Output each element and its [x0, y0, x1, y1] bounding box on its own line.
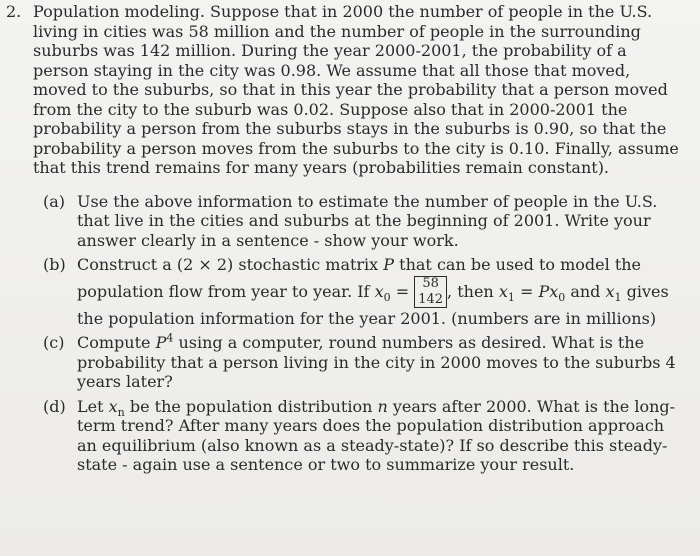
- problem-title: Population modeling.: [33, 2, 205, 21]
- n-symbol: n: [377, 396, 388, 416]
- part-b-text-4: and: [570, 281, 601, 301]
- matrix-symbol: P: [155, 333, 167, 352]
- equals-sign: =: [395, 281, 410, 301]
- x0-subscript: 0: [383, 290, 391, 304]
- part-c-text-1: Compute: [77, 333, 151, 352]
- part-label: (a): [43, 191, 66, 211]
- xn-symbol: x: [108, 396, 118, 416]
- part-a: [33, 192, 686, 251]
- problem-2: [6, 2, 686, 480]
- power-exponent: 4: [166, 331, 174, 345]
- px-symbol: Px: [538, 281, 559, 301]
- equals-sign: =: [519, 281, 534, 301]
- part-c: [33, 333, 686, 392]
- x1-subscript: 1: [614, 290, 622, 304]
- part-d: [33, 397, 686, 475]
- xn-subscript: n: [117, 405, 125, 419]
- part-b-text-1: Construct a (2 × 2) stochastic matrix: [77, 255, 379, 274]
- x1-subscript: 1: [507, 290, 515, 304]
- problem-number: 2.: [6, 2, 22, 21]
- x1-symbol: x: [605, 281, 615, 301]
- part-d-text-2: be the population distribution: [129, 396, 373, 416]
- part-b-text: [77, 255, 686, 328]
- problem-text: Suppose that in 2000 the number of people in the U.S. living in cities was 58 million and the number of people in the surrounding suburbs was 142 million. During the year 2000-2001, the probability of a person staying in the city was 0.98. We assume that all those that moved, moved to the suburbs, so that in this year the probability that a person moved from the city to the suburb was 0.02. Suppose also that in 2000-2001 the probability a person from the suburbs stays in the suburbs is 0.90, so that the probability a person moves from the suburbs to the city is 0.10. Finally, assume that this trend remains for many years (probabilities remain constant).: [33, 2, 679, 177]
- vector-entry-suburbs: 142: [418, 292, 444, 307]
- part-d-text-1: Let: [77, 396, 104, 416]
- matrix-symbol: P: [383, 255, 395, 274]
- initial-vector: [414, 276, 447, 308]
- part-a-text: Use the above information to estimate the number of people in the U.S. that live in the cities and suburbs at the beginning of 2001. Write your answer clearly in a sentence - show your work.: [77, 191, 658, 250]
- part-b-text-2: that can be used to model the population flow from year to year. If: [77, 255, 642, 301]
- part-label: (c): [43, 333, 65, 352]
- x1-symbol: x: [498, 281, 508, 301]
- parts-list: [33, 192, 686, 475]
- part-d-text: [77, 397, 686, 475]
- part-c-text: [77, 333, 686, 392]
- part-c-text-2: using a computer, round numbers as desired. What is the probability that a person living in the city in 2000 moves to the suburbs 4 years later?: [77, 333, 676, 391]
- part-d-text-3: years after 2000. What is the long-term trend? After many years does the population distribution approach an equilibrium (also known as a steady-state)? If so describe this steady-state - again use a sentence or two to summarize your result.: [77, 396, 676, 474]
- part-b-text-3: , then: [447, 281, 494, 301]
- px-subscript: 0: [558, 290, 566, 304]
- part-label: (b): [43, 255, 66, 274]
- part-b: [33, 255, 686, 328]
- part-b-text-5: gives the population information for the year 2001. (numbers are in millions): [77, 281, 669, 328]
- part-label: (d): [43, 396, 66, 416]
- x0-symbol: x: [374, 281, 384, 301]
- vector-entry-city: 58: [422, 276, 439, 291]
- problem-statement: [33, 2, 686, 178]
